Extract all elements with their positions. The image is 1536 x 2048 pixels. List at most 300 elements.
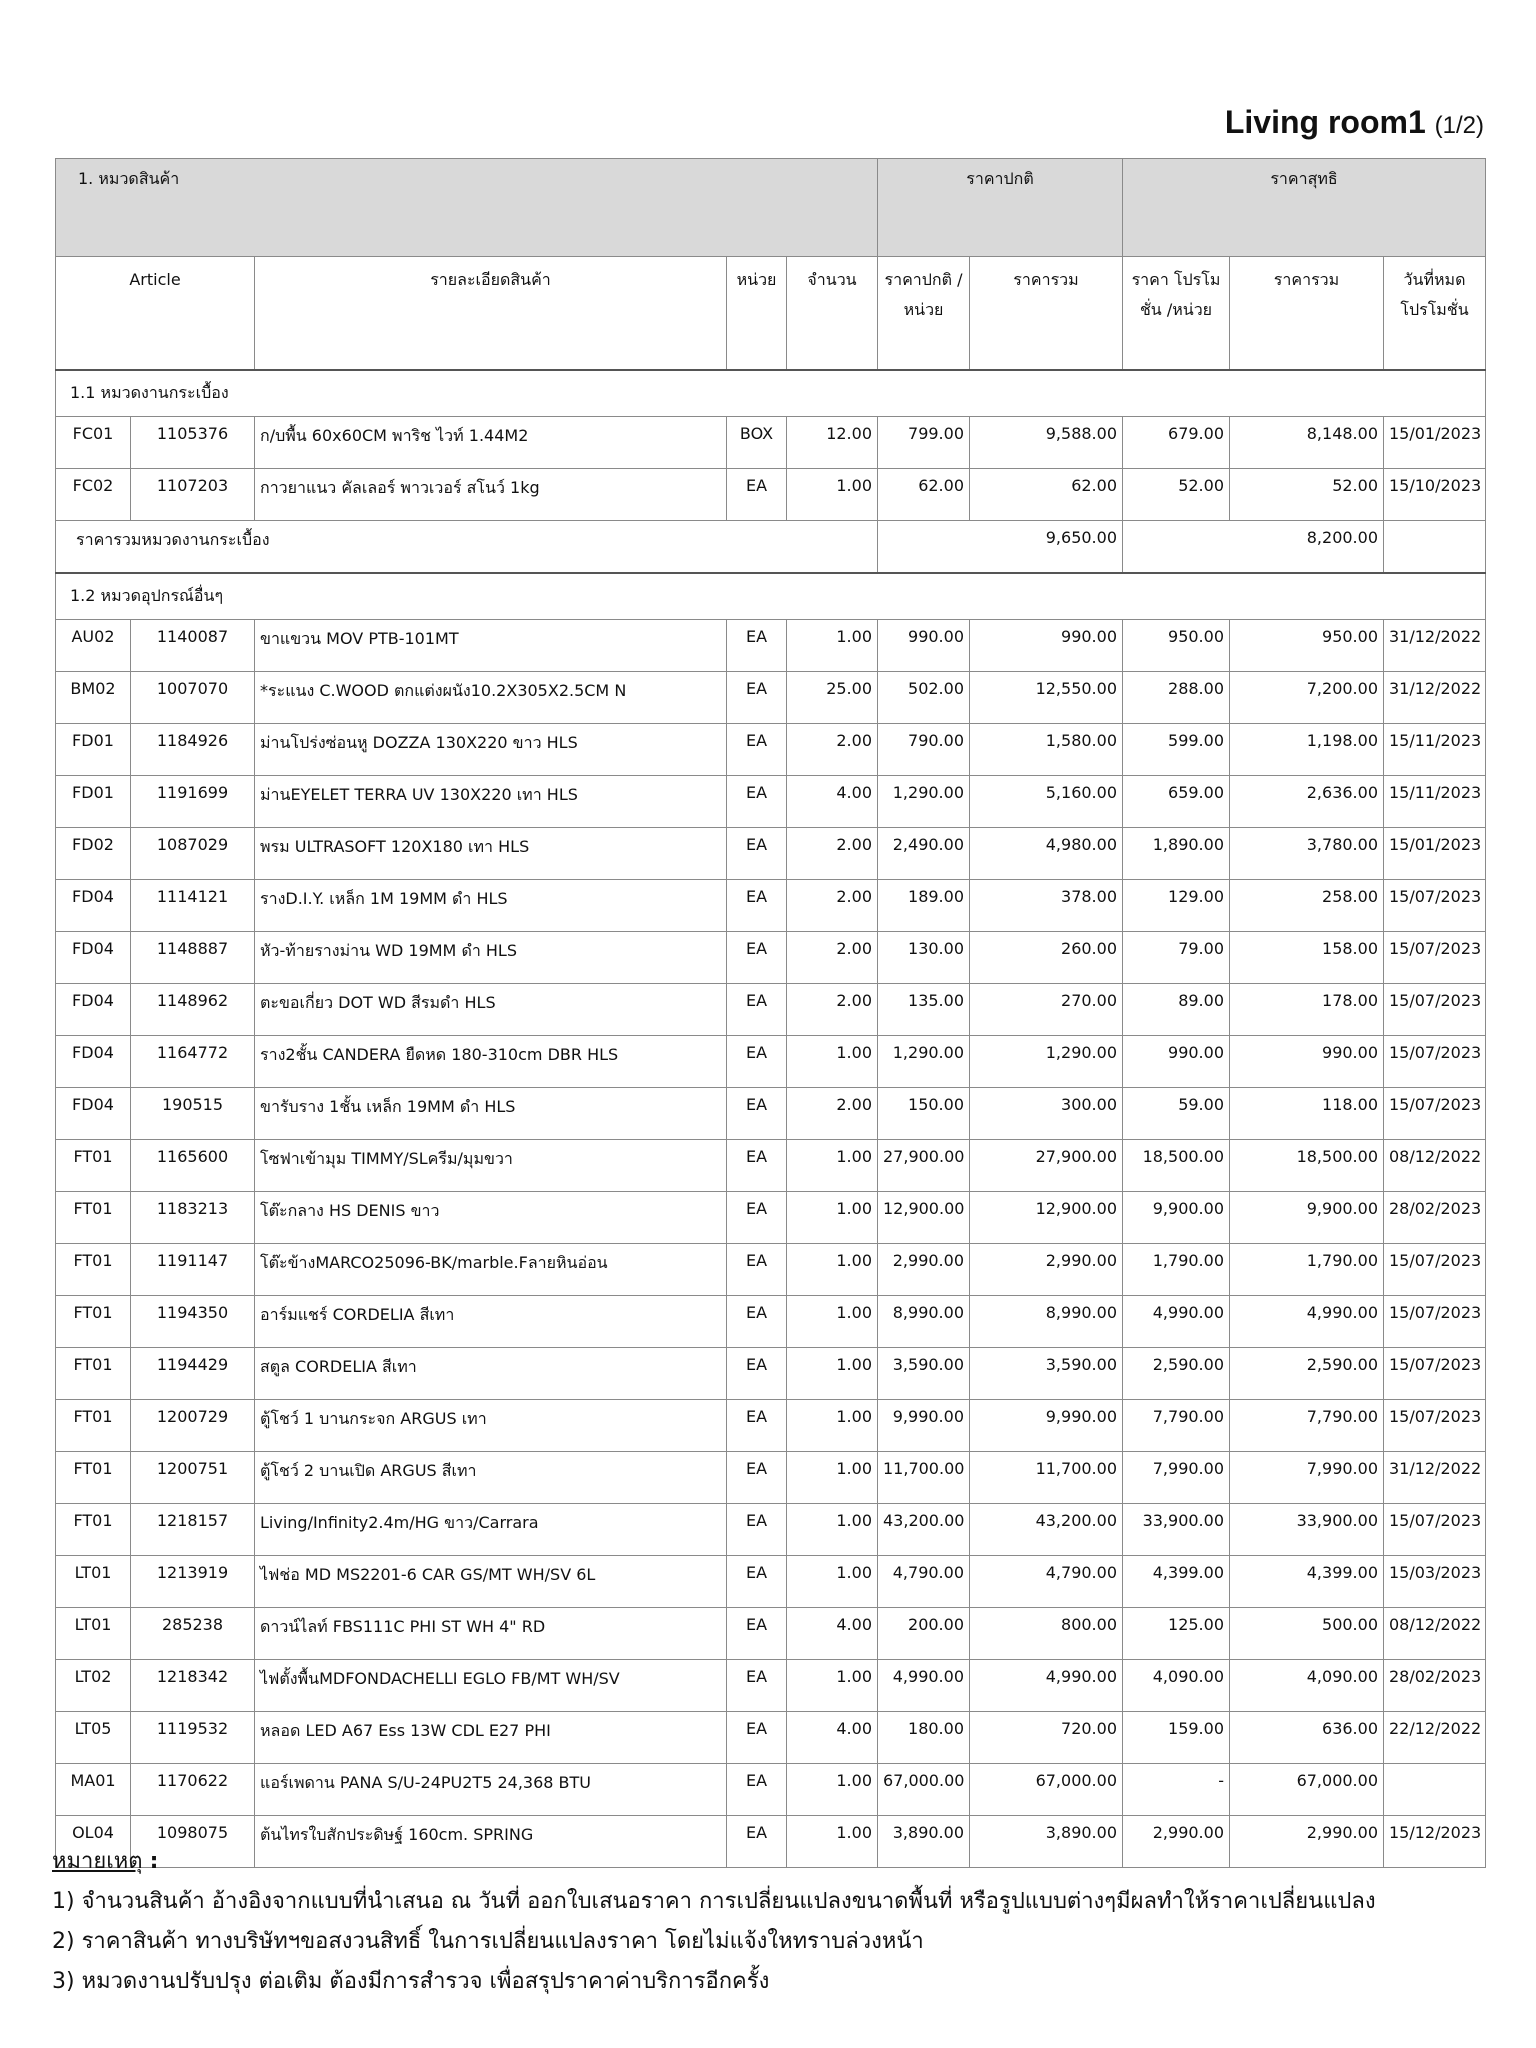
cell-net-total: 67,000.00 bbox=[1230, 1764, 1384, 1816]
cell-qty: 4.00 bbox=[787, 1712, 878, 1764]
table-row bbox=[56, 1660, 1486, 1712]
cell-regular-unit-price: 4,990.00 bbox=[878, 1660, 970, 1712]
cell-article-code: FC02 bbox=[56, 469, 131, 521]
cell-net-total: 950.00 bbox=[1230, 620, 1384, 672]
note-line: 1) จำนวนสินค้า อ้างอิงจากแบบที่นำเสนอ ณ วันที่ ออกใบเสนอราคา การเปลี่ยนแปลงขนาดพื้นที่ หรือรูปแบบต่างๆมีผลทำให้ราคาเปลี่ยนแปลง bbox=[52, 1889, 1376, 1914]
cell-description: โต๊ะกลาง HS DENIS ขาว bbox=[255, 1192, 727, 1244]
col-header-unit: หน่วย bbox=[727, 257, 787, 371]
cell-unit: EA bbox=[727, 1348, 787, 1400]
notes-colon: : bbox=[149, 1849, 159, 1874]
cell-qty: 4.00 bbox=[787, 1608, 878, 1660]
cell-regular-unit-price: 8,990.00 bbox=[878, 1296, 970, 1348]
cell-net-total: 178.00 bbox=[1230, 984, 1384, 1036]
cell-promo-unit-price: 679.00 bbox=[1123, 417, 1230, 469]
cell-article-code: FT01 bbox=[56, 1400, 131, 1452]
cell-description: ขาแขวน MOV PTB-101MT bbox=[255, 620, 727, 672]
table-row bbox=[56, 776, 1486, 828]
table-row bbox=[56, 1192, 1486, 1244]
table-row bbox=[56, 1348, 1486, 1400]
cell-article-code: FT01 bbox=[56, 1348, 131, 1400]
cell-description: ก/บพื้น 60x60CM พาริช ไวท์ 1.44M2 bbox=[255, 417, 727, 469]
cell-promo-end: 28/02/2023 bbox=[1384, 1192, 1486, 1244]
cell-regular-unit-price: 790.00 bbox=[878, 724, 970, 776]
cell-promo-end: 15/07/2023 bbox=[1384, 1400, 1486, 1452]
cell-regular-unit-price: 180.00 bbox=[878, 1712, 970, 1764]
note-line: 3) หมวดงานปรับปรุง ต่อเติม ต้องมีการสำรวจ เพื่อสรุปราคาค่าบริการอีกครั้ง bbox=[52, 1969, 770, 1994]
cell-regular-total: 378.00 bbox=[970, 880, 1123, 932]
cell-unit: EA bbox=[727, 1816, 787, 1868]
cell-article-no: 1213919 bbox=[131, 1556, 255, 1608]
cell-net-total: 990.00 bbox=[1230, 1036, 1384, 1088]
cell-regular-unit-price: 150.00 bbox=[878, 1088, 970, 1140]
cell-qty: 1.00 bbox=[787, 1764, 878, 1816]
cell-qty: 1.00 bbox=[787, 1348, 878, 1400]
cell-promo-end: 15/07/2023 bbox=[1384, 1348, 1486, 1400]
cell-article-no: 1200729 bbox=[131, 1400, 255, 1452]
cell-promo-end: 31/12/2022 bbox=[1384, 1452, 1486, 1504]
cell-regular-total: 260.00 bbox=[970, 932, 1123, 984]
cell-article-code: MA01 bbox=[56, 1764, 131, 1816]
cell-promo-end: 15/07/2023 bbox=[1384, 1504, 1486, 1556]
cell-regular-total: 8,990.00 bbox=[970, 1296, 1123, 1348]
group-header-row bbox=[56, 159, 1486, 257]
cell-qty: 1.00 bbox=[787, 1296, 878, 1348]
cell-article-code: FT01 bbox=[56, 1244, 131, 1296]
net-price-group-label: ราคาสุทธิ bbox=[1123, 159, 1486, 257]
cell-unit: EA bbox=[727, 1608, 787, 1660]
cell-regular-unit-price: 62.00 bbox=[878, 469, 970, 521]
cell-regular-unit-price: 502.00 bbox=[878, 672, 970, 724]
cell-promo-unit-price: 990.00 bbox=[1123, 1036, 1230, 1088]
cell-article-no: 1218342 bbox=[131, 1660, 255, 1712]
cell-article-no: 1119532 bbox=[131, 1712, 255, 1764]
cell-regular-unit-price: 135.00 bbox=[878, 984, 970, 1036]
cell-net-total: 18,500.00 bbox=[1230, 1140, 1384, 1192]
cell-promo-unit-price: 288.00 bbox=[1123, 672, 1230, 724]
cell-article-no: 1191699 bbox=[131, 776, 255, 828]
cell-net-total: 8,148.00 bbox=[1230, 417, 1384, 469]
cell-promo-end: 15/07/2023 bbox=[1384, 1296, 1486, 1348]
cell-promo-unit-price: 659.00 bbox=[1123, 776, 1230, 828]
cell-net-total: 158.00 bbox=[1230, 932, 1384, 984]
cell-promo-end: 15/12/2023 bbox=[1384, 1816, 1486, 1868]
cell-description: หัว-ท้ายรางม่าน WD 19MM ดำ HLS bbox=[255, 932, 727, 984]
category-group-label: 1. หมวดสินค้า bbox=[56, 159, 878, 257]
cell-promo-unit-price: 1,890.00 bbox=[1123, 828, 1230, 880]
cell-net-total: 4,399.00 bbox=[1230, 1556, 1384, 1608]
cell-article-no: 285238 bbox=[131, 1608, 255, 1660]
table-row bbox=[56, 1712, 1486, 1764]
cell-regular-unit-price: 11,700.00 bbox=[878, 1452, 970, 1504]
cell-article-code: LT05 bbox=[56, 1712, 131, 1764]
cell-article-code: BM02 bbox=[56, 672, 131, 724]
cell-regular-total: 990.00 bbox=[970, 620, 1123, 672]
cell-description: ขารับราง 1ชั้น เหล็ก 19MM ดำ HLS bbox=[255, 1088, 727, 1140]
cell-unit: EA bbox=[727, 1400, 787, 1452]
section-header-row bbox=[56, 370, 1486, 417]
cell-regular-total: 1,580.00 bbox=[970, 724, 1123, 776]
cell-qty: 2.00 bbox=[787, 984, 878, 1036]
cell-description: โต๊ะข้างMARCO25096-BK/marble.Fลายหินอ่อน bbox=[255, 1244, 727, 1296]
table-row bbox=[56, 724, 1486, 776]
cell-unit: EA bbox=[727, 1452, 787, 1504]
cell-promo-end: 15/07/2023 bbox=[1384, 1244, 1486, 1296]
cell-promo-unit-price: 2,990.00 bbox=[1123, 1816, 1230, 1868]
cell-promo-unit-price: 1,790.00 bbox=[1123, 1244, 1230, 1296]
cell-qty: 1.00 bbox=[787, 1192, 878, 1244]
cell-promo-unit-price: 4,399.00 bbox=[1123, 1556, 1230, 1608]
cell-article-no: 1170622 bbox=[131, 1764, 255, 1816]
cell-article-code: FC01 bbox=[56, 417, 131, 469]
cell-unit: EA bbox=[727, 1556, 787, 1608]
cell-net-total: 7,790.00 bbox=[1230, 1400, 1384, 1452]
table-row bbox=[56, 1556, 1486, 1608]
subtotal-row bbox=[56, 521, 1486, 574]
cell-regular-total: 4,990.00 bbox=[970, 1660, 1123, 1712]
cell-regular-unit-price: 4,790.00 bbox=[878, 1556, 970, 1608]
cell-promo-end: 15/01/2023 bbox=[1384, 828, 1486, 880]
cell-regular-total: 720.00 bbox=[970, 1712, 1123, 1764]
cell-unit: EA bbox=[727, 1036, 787, 1088]
cell-description: ตู้โชว์ 1 บานกระจก ARGUS เทา bbox=[255, 1400, 727, 1452]
note-line: 2) ราคาสินค้า ทางบริษัทฯขอสงวนสิทธิ์ ในการเปลี่ยนแปลงราคา โดยไม่แจ้งใหทราบล่วงหน้า bbox=[52, 1929, 924, 1954]
col-header-promo-end: วันที่หมด โปรโมชั่น bbox=[1384, 257, 1486, 371]
cell-net-total: 52.00 bbox=[1230, 469, 1384, 521]
cell-regular-total: 27,900.00 bbox=[970, 1140, 1123, 1192]
cell-article-code: LT01 bbox=[56, 1608, 131, 1660]
table-row bbox=[56, 984, 1486, 1036]
subtotal-empty-cell bbox=[1384, 521, 1486, 574]
cell-qty: 1.00 bbox=[787, 1660, 878, 1712]
cell-regular-unit-price: 67,000.00 bbox=[878, 1764, 970, 1816]
cell-promo-end: 15/11/2023 bbox=[1384, 724, 1486, 776]
cell-regular-total: 43,200.00 bbox=[970, 1504, 1123, 1556]
cell-article-no: 1184926 bbox=[131, 724, 255, 776]
cell-article-code: FD01 bbox=[56, 776, 131, 828]
cell-regular-unit-price: 27,900.00 bbox=[878, 1140, 970, 1192]
cell-regular-total: 4,980.00 bbox=[970, 828, 1123, 880]
cell-unit: EA bbox=[727, 1764, 787, 1816]
cell-article-no: 1165600 bbox=[131, 1140, 255, 1192]
cell-article-no: 1191147 bbox=[131, 1244, 255, 1296]
cell-regular-total: 2,990.00 bbox=[970, 1244, 1123, 1296]
cell-promo-end: 15/07/2023 bbox=[1384, 880, 1486, 932]
cell-description: สตูล CORDELIA สีเทา bbox=[255, 1348, 727, 1400]
cell-regular-total: 9,990.00 bbox=[970, 1400, 1123, 1452]
cell-unit: EA bbox=[727, 984, 787, 1036]
cell-description: แอร์เพดาน PANA S/U-24PU2T5 24,368 BTU bbox=[255, 1764, 727, 1816]
cell-promo-unit-price: 2,590.00 bbox=[1123, 1348, 1230, 1400]
page-title-main: Living room1 bbox=[1224, 104, 1426, 140]
cell-regular-total: 9,588.00 bbox=[970, 417, 1123, 469]
cell-net-total: 2,590.00 bbox=[1230, 1348, 1384, 1400]
cell-promo-unit-price: 159.00 bbox=[1123, 1712, 1230, 1764]
cell-regular-total: 270.00 bbox=[970, 984, 1123, 1036]
cell-regular-unit-price: 43,200.00 bbox=[878, 1504, 970, 1556]
cell-promo-end: 15/10/2023 bbox=[1384, 469, 1486, 521]
cell-promo-end bbox=[1384, 1764, 1486, 1816]
cell-promo-end: 28/02/2023 bbox=[1384, 1660, 1486, 1712]
cell-regular-total: 11,700.00 bbox=[970, 1452, 1123, 1504]
cell-unit: EA bbox=[727, 469, 787, 521]
cell-regular-unit-price: 3,890.00 bbox=[878, 1816, 970, 1868]
cell-promo-unit-price: 7,790.00 bbox=[1123, 1400, 1230, 1452]
regular-price-group-label: ราคาปกติ bbox=[878, 159, 1123, 257]
col-header-promo-unit-price: ราคา โปรโมชั่น /หน่วย bbox=[1123, 257, 1230, 371]
cell-unit: EA bbox=[727, 880, 787, 932]
cell-article-code: AU02 bbox=[56, 620, 131, 672]
cell-net-total: 636.00 bbox=[1230, 1712, 1384, 1764]
cell-description: ตู้โชว์ 2 บานเปิด ARGUS สีเทา bbox=[255, 1452, 727, 1504]
cell-regular-unit-price: 12,900.00 bbox=[878, 1192, 970, 1244]
cell-article-code: LT02 bbox=[56, 1660, 131, 1712]
cell-promo-unit-price: 129.00 bbox=[1123, 880, 1230, 932]
col-header-description: รายละเอียดสินค้า bbox=[255, 257, 727, 371]
cell-unit: EA bbox=[727, 1088, 787, 1140]
cell-qty: 1.00 bbox=[787, 469, 878, 521]
cell-qty: 1.00 bbox=[787, 1400, 878, 1452]
cell-unit: EA bbox=[727, 1660, 787, 1712]
cell-article-no: 1200751 bbox=[131, 1452, 255, 1504]
cell-regular-total: 300.00 bbox=[970, 1088, 1123, 1140]
cell-promo-unit-price: 59.00 bbox=[1123, 1088, 1230, 1140]
cell-description: หลอด LED A67 Ess 13W CDL E27 PHI bbox=[255, 1712, 727, 1764]
cell-article-code: FD04 bbox=[56, 1036, 131, 1088]
page-title bbox=[1225, 104, 1484, 141]
cell-description: ม่านโปร่งซ่อนหู DOZZA 130X220 ขาว HLS bbox=[255, 724, 727, 776]
cell-unit: EA bbox=[727, 932, 787, 984]
cell-promo-end: 31/12/2022 bbox=[1384, 620, 1486, 672]
cell-description: Living/Infinity2.4m/HG ขาว/Carrara bbox=[255, 1504, 727, 1556]
cell-unit: EA bbox=[727, 1244, 787, 1296]
cell-qty: 1.00 bbox=[787, 1452, 878, 1504]
cell-article-no: 1105376 bbox=[131, 417, 255, 469]
cell-article-code: FD04 bbox=[56, 880, 131, 932]
cell-net-total: 9,900.00 bbox=[1230, 1192, 1384, 1244]
cell-promo-end: 22/12/2022 bbox=[1384, 1712, 1486, 1764]
cell-qty: 1.00 bbox=[787, 1556, 878, 1608]
cell-regular-total: 62.00 bbox=[970, 469, 1123, 521]
cell-article-code: LT01 bbox=[56, 1556, 131, 1608]
cell-regular-unit-price: 1,290.00 bbox=[878, 1036, 970, 1088]
cell-unit: EA bbox=[727, 724, 787, 776]
cell-net-total: 2,636.00 bbox=[1230, 776, 1384, 828]
cell-qty: 4.00 bbox=[787, 776, 878, 828]
cell-regular-total: 5,160.00 bbox=[970, 776, 1123, 828]
cell-article-no: 1148887 bbox=[131, 932, 255, 984]
cell-qty: 1.00 bbox=[787, 1816, 878, 1868]
cell-unit: EA bbox=[727, 672, 787, 724]
cell-article-no: 1098075 bbox=[131, 1816, 255, 1868]
cell-promo-end: 15/11/2023 bbox=[1384, 776, 1486, 828]
cell-unit: EA bbox=[727, 1504, 787, 1556]
table-row bbox=[56, 932, 1486, 984]
cell-qty: 2.00 bbox=[787, 932, 878, 984]
cell-article-no: 1148962 bbox=[131, 984, 255, 1036]
table-row bbox=[56, 1504, 1486, 1556]
table-row bbox=[56, 1036, 1486, 1088]
cell-regular-unit-price: 200.00 bbox=[878, 1608, 970, 1660]
cell-description: *ระแนง C.WOOD ตกแต่งผนัง10.2X305X2.5CM N bbox=[255, 672, 727, 724]
cell-regular-unit-price: 130.00 bbox=[878, 932, 970, 984]
section-title: 1.2 หมวดอุปกรณ์อื่นๆ bbox=[56, 573, 1486, 620]
cell-promo-end: 15/07/2023 bbox=[1384, 1036, 1486, 1088]
cell-promo-unit-price: - bbox=[1123, 1764, 1230, 1816]
cell-promo-unit-price: 7,990.00 bbox=[1123, 1452, 1230, 1504]
table-row bbox=[56, 1088, 1486, 1140]
cell-promo-end: 08/12/2022 bbox=[1384, 1608, 1486, 1660]
cell-description: ต้นไทรใบสักประดิษฐ์ 160cm. SPRING bbox=[255, 1816, 727, 1868]
cell-promo-end: 15/07/2023 bbox=[1384, 932, 1486, 984]
cell-description: รางD.I.Y. เหล็ก 1M 19MM ดำ HLS bbox=[255, 880, 727, 932]
notes-heading-line bbox=[52, 1842, 1492, 1882]
cell-description: โซฟาเข้ามุม TIMMY/SLครีม/มุมขวา bbox=[255, 1140, 727, 1192]
cell-article-code: FT01 bbox=[56, 1452, 131, 1504]
cell-article-no: 1107203 bbox=[131, 469, 255, 521]
cell-unit: EA bbox=[727, 1712, 787, 1764]
cell-regular-total: 4,790.00 bbox=[970, 1556, 1123, 1608]
cell-article-no: 1087029 bbox=[131, 828, 255, 880]
table-row bbox=[56, 1140, 1486, 1192]
col-header-article: Article bbox=[56, 257, 255, 371]
cell-article-no: 1183213 bbox=[131, 1192, 255, 1244]
cell-article-no: 1114121 bbox=[131, 880, 255, 932]
cell-net-total: 3,780.00 bbox=[1230, 828, 1384, 880]
cell-net-total: 1,198.00 bbox=[1230, 724, 1384, 776]
cell-net-total: 4,990.00 bbox=[1230, 1296, 1384, 1348]
table-row bbox=[56, 620, 1486, 672]
table-row bbox=[56, 672, 1486, 724]
cell-promo-end: 15/01/2023 bbox=[1384, 417, 1486, 469]
cell-promo-unit-price: 950.00 bbox=[1123, 620, 1230, 672]
cell-regular-unit-price: 3,590.00 bbox=[878, 1348, 970, 1400]
table-row bbox=[56, 1244, 1486, 1296]
cell-article-code: FT01 bbox=[56, 1296, 131, 1348]
cell-article-code: FT01 bbox=[56, 1192, 131, 1244]
cell-qty: 1.00 bbox=[787, 1140, 878, 1192]
cell-article-no: 1140087 bbox=[131, 620, 255, 672]
cell-promo-unit-price: 4,990.00 bbox=[1123, 1296, 1230, 1348]
table-row bbox=[56, 469, 1486, 521]
section-title: 1.1 หมวดงานกระเบื้อง bbox=[56, 370, 1486, 417]
cell-regular-total: 67,000.00 bbox=[970, 1764, 1123, 1816]
col-header-qty: จำนวน bbox=[787, 257, 878, 371]
col-header-regular-total: ราคารวม bbox=[970, 257, 1123, 371]
cell-regular-unit-price: 799.00 bbox=[878, 417, 970, 469]
cell-regular-unit-price: 189.00 bbox=[878, 880, 970, 932]
cell-regular-total: 800.00 bbox=[970, 1608, 1123, 1660]
notes bbox=[52, 1842, 1492, 2002]
cell-article-no: 1218157 bbox=[131, 1504, 255, 1556]
cell-regular-total: 3,890.00 bbox=[970, 1816, 1123, 1868]
table-row bbox=[56, 1764, 1486, 1816]
column-header-row bbox=[56, 257, 1486, 371]
cell-article-no: 1194429 bbox=[131, 1348, 255, 1400]
cell-unit: EA bbox=[727, 1192, 787, 1244]
cell-unit: BOX bbox=[727, 417, 787, 469]
col-header-net-total: ราคารวม bbox=[1230, 257, 1384, 371]
cell-qty: 1.00 bbox=[787, 1036, 878, 1088]
cell-promo-unit-price: 9,900.00 bbox=[1123, 1192, 1230, 1244]
cell-unit: EA bbox=[727, 1140, 787, 1192]
cell-article-code: OL04 bbox=[56, 1816, 131, 1868]
cell-article-code: FD01 bbox=[56, 724, 131, 776]
cell-promo-unit-price: 18,500.00 bbox=[1123, 1140, 1230, 1192]
cell-description: ม่านEYELET TERRA UV 130X220 เทา HLS bbox=[255, 776, 727, 828]
col-header-regular-unit-price: ราคาปกติ /หน่วย bbox=[878, 257, 970, 371]
cell-article-no: 1194350 bbox=[131, 1296, 255, 1348]
cell-regular-total: 1,290.00 bbox=[970, 1036, 1123, 1088]
cell-regular-total: 3,590.00 bbox=[970, 1348, 1123, 1400]
cell-regular-unit-price: 2,990.00 bbox=[878, 1244, 970, 1296]
subtotal-regular-total: 9,650.00 bbox=[878, 521, 1123, 574]
cell-article-no: 1007070 bbox=[131, 672, 255, 724]
table-row bbox=[56, 880, 1486, 932]
cell-qty: 2.00 bbox=[787, 828, 878, 880]
table-row bbox=[56, 417, 1486, 469]
cell-article-no: 190515 bbox=[131, 1088, 255, 1140]
subtotal-net-total: 8,200.00 bbox=[1123, 521, 1384, 574]
cell-promo-unit-price: 52.00 bbox=[1123, 469, 1230, 521]
cell-net-total: 2,990.00 bbox=[1230, 1816, 1384, 1868]
cell-regular-unit-price: 9,990.00 bbox=[878, 1400, 970, 1452]
cell-qty: 1.00 bbox=[787, 1504, 878, 1556]
cell-regular-unit-price: 1,290.00 bbox=[878, 776, 970, 828]
cell-article-code: FD04 bbox=[56, 932, 131, 984]
table-row bbox=[56, 1400, 1486, 1452]
cell-promo-unit-price: 79.00 bbox=[1123, 932, 1230, 984]
table-row bbox=[56, 1608, 1486, 1660]
table-row bbox=[56, 1296, 1486, 1348]
cell-regular-total: 12,550.00 bbox=[970, 672, 1123, 724]
cell-regular-unit-price: 2,490.00 bbox=[878, 828, 970, 880]
cell-article-code: FD04 bbox=[56, 1088, 131, 1140]
cell-promo-end: 15/07/2023 bbox=[1384, 1088, 1486, 1140]
table-row bbox=[56, 828, 1486, 880]
cell-promo-end: 08/12/2022 bbox=[1384, 1140, 1486, 1192]
cell-net-total: 4,090.00 bbox=[1230, 1660, 1384, 1712]
cell-unit: EA bbox=[727, 620, 787, 672]
cell-description: ตะขอเกี่ยว DOT WD สีรมดำ HLS bbox=[255, 984, 727, 1036]
cell-unit: EA bbox=[727, 1296, 787, 1348]
cell-qty: 1.00 bbox=[787, 1244, 878, 1296]
cell-promo-unit-price: 89.00 bbox=[1123, 984, 1230, 1036]
cell-qty: 25.00 bbox=[787, 672, 878, 724]
cell-net-total: 7,200.00 bbox=[1230, 672, 1384, 724]
cell-article-code: FD04 bbox=[56, 984, 131, 1036]
cell-article-no: 1164772 bbox=[131, 1036, 255, 1088]
cell-net-total: 33,900.00 bbox=[1230, 1504, 1384, 1556]
cell-unit: EA bbox=[727, 828, 787, 880]
cell-promo-end: 31/12/2022 bbox=[1384, 672, 1486, 724]
cell-qty: 12.00 bbox=[787, 417, 878, 469]
cell-article-code: FT01 bbox=[56, 1140, 131, 1192]
cell-qty: 1.00 bbox=[787, 620, 878, 672]
cell-regular-total: 12,900.00 bbox=[970, 1192, 1123, 1244]
cell-description: ไฟช่อ MD MS2201-6 CAR GS/MT WH/SV 6L bbox=[255, 1556, 727, 1608]
cell-description: กาวยาแนว คัลเลอร์ พาวเวอร์ สโนว์ 1kg bbox=[255, 469, 727, 521]
cell-qty: 2.00 bbox=[787, 724, 878, 776]
cell-promo-unit-price: 33,900.00 bbox=[1123, 1504, 1230, 1556]
cell-description: ดาวน์ไลท์ FBS111C PHI ST WH 4" RD bbox=[255, 1608, 727, 1660]
cell-description: พรม ULTRASOFT 120X180 เทา HLS bbox=[255, 828, 727, 880]
section-header-row bbox=[56, 573, 1486, 620]
cell-net-total: 1,790.00 bbox=[1230, 1244, 1384, 1296]
cell-qty: 2.00 bbox=[787, 880, 878, 932]
cell-description: ไฟตั้งพื้นMDFONDACHELLI EGLO FB/MT WH/SV bbox=[255, 1660, 727, 1712]
cell-promo-end: 15/03/2023 bbox=[1384, 1556, 1486, 1608]
page-number: (1/2) bbox=[1434, 112, 1484, 139]
